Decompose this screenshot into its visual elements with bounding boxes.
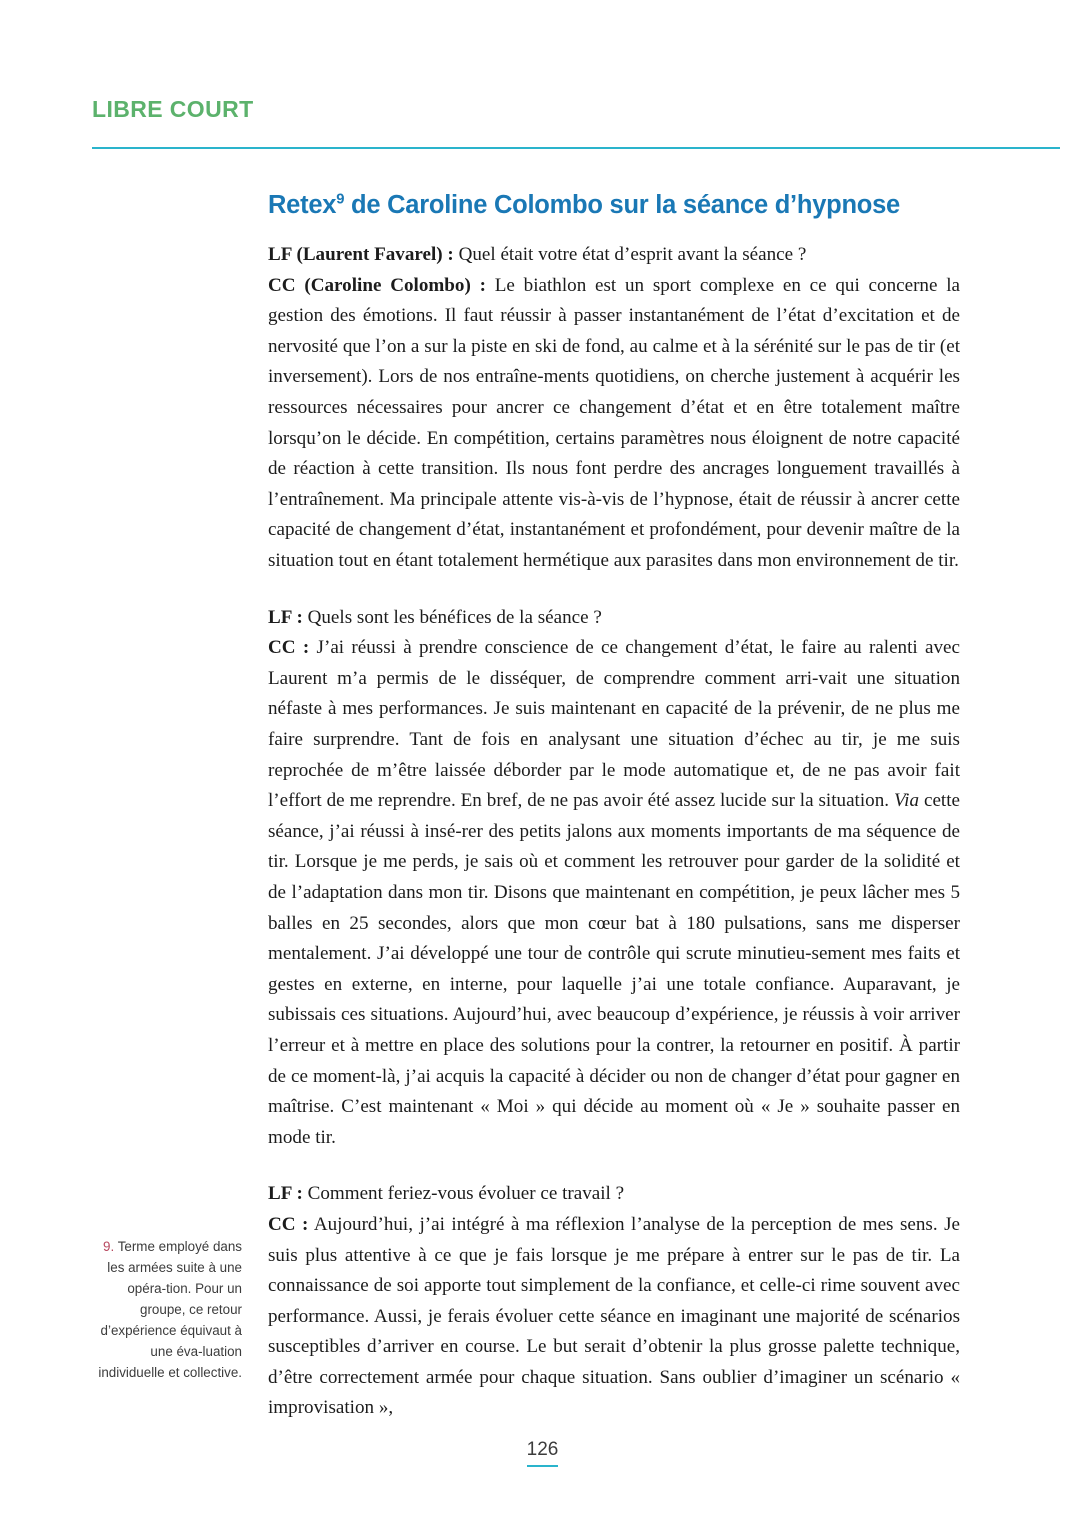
margin-footnote	[98, 1236, 242, 1383]
article-title-rest: de Caroline Colombo sur la séance d’hypnose	[344, 191, 900, 219]
running-head-rule	[92, 147, 1060, 149]
running-head-label: LIBRE COURT	[92, 96, 254, 122]
answer-2-speaker: CC :	[268, 637, 310, 659]
answer-3-speaker: CC :	[268, 1213, 309, 1235]
question-3	[268, 1179, 960, 1210]
qa-block-2	[268, 603, 960, 1154]
answer-2-text-part2: cette séance, j’ai réussi à insé-rer des petits jalons aux moments importants de ma séquence de tir. Lorsque je me perds, je sais où et comment les retrouver pour garder de la solidité et de l’adaptation dans mon tir. Disons que maintenant en compétition, je peux lâcher mes 5 balles en 25 secondes, alors que mon cœur bat à 180 pulsations, sans me disperser mentalement. J’ai développé une tour de contrôle qui scrute minutieu-sement mes faits et gestes en externe, en interne, pour laquelle j’ai une totale confiance. Auparavant, je subissais ces situations. Aujourd’hui, avec beaucoup d’expérience, je réussis à voir arriver l’erreur et à mettre en place des solutions pour la contrer, la retourner en positif. À partir de ce moment-là, j’ai acquis la capacité à décider ou non de changer d’état pour gagner en maîtrise. C’est maintenant « Moi » qui décide au moment où « Je » souhaite passer en mode tir.	[268, 790, 960, 1148]
main-text-column	[268, 190, 960, 1424]
qa-block-1	[268, 240, 960, 577]
answer-1-text: Le biathlon est un sport complexe en ce qui concerne la gestion des émotions. Il faut réussir à passer instantanément de l’état d’excitation et de nervosité que l’on a sur la piste en ski de fond, au calme et à la sérénité sur le pas de tir (et inversement). Lors de nos entraîne-ments quotidiens, on cherche justement à acquérir les ressources nécessaires pour ancrer ce changement d’état et en être totalement maître lorsqu’on le décide. En compétition, certains paramètres nous éloignent de notre capacité de réaction à cette transition. Ils nous font perdre des ancrages longuement travaillés à l’entraînement. Ma principale attente vis-à-vis de l’hypnose, était de réussir à ancrer cette capacité de changement d’état, instantanément et profondément, pour devenir maître de la situation tout en étant totalement hermétique aux parasites dans mon environnement de tir.	[268, 274, 961, 572]
question-1	[268, 240, 960, 271]
question-2-text: Quels sont les bénéfices de la séance ?	[302, 606, 602, 628]
question-3-speaker: LF :	[268, 1183, 303, 1205]
answer-2-text-part1: J’ai réussi à prendre conscience de ce changement d’état, le faire au ralenti avec Laurent m’a permis de le disséquer, de comprendre comment arri-vait une situation néfaste à mes performances. Je suis maintenant en capacité de la prévenir, de ne plus me faire surprendre. Tant de fois en analysant une situation d’échec au tir, je me suis reprochée de m’être laissée déborder par le mode automatique et, de ne pas avoir fait l’effort de me reprendre. En bref, de ne pas avoir été assez lucide sur la situation.	[268, 637, 960, 812]
answer-3	[268, 1210, 960, 1424]
question-1-text: Quel était votre état d’esprit avant la séance ?	[453, 244, 807, 266]
qa-block-3	[268, 1179, 960, 1424]
page-number: 126	[527, 1440, 559, 1467]
answer-1-speaker: CC (Caroline Colombo) :	[268, 274, 486, 296]
question-1-speaker: LF (Laurent Favarel) :	[268, 244, 454, 266]
footnote-text: Terme employé dans les armées suite à une opéra-tion. Pour un groupe, ce retour d’expérience équivaut à une éva-luation individuelle et collective.	[98, 1239, 242, 1380]
footnote-number: 9.	[103, 1239, 115, 1254]
question-3-text: Comment feriez-vous évoluer ce travail ?	[302, 1183, 625, 1205]
answer-2	[268, 633, 960, 1153]
question-2-speaker: LF :	[268, 606, 303, 628]
answer-2-emphasis: Via	[893, 790, 920, 812]
article-title-main: Retex	[268, 191, 337, 219]
article-title	[268, 190, 960, 221]
folio	[0, 1440, 1085, 1467]
answer-1	[268, 271, 960, 577]
question-2	[268, 603, 960, 634]
answer-3-text: Aujourd’hui, j’ai intégré à ma réflexion l’analyse de la perception de mes sens. Je suis plus attentive à ce que je fais lorsque je me prépare à entrer sur le pas de tir. La connaissance de soi apporte tout simplement de la confiance, et celle-ci rime souvent avec performance. Aussi, je ferais évoluer cette séance en imaginant une majorité de scénarios susceptibles d’arriver en course. Le but serait d’obtenir la plus grosse palette technique, d’être correctement armée pour chaque situation. Sans oublier d’imaginer un scénario « improvisation »,	[268, 1213, 960, 1419]
article-title-footnote-marker: 9	[336, 191, 345, 208]
running-head	[92, 98, 1060, 121]
